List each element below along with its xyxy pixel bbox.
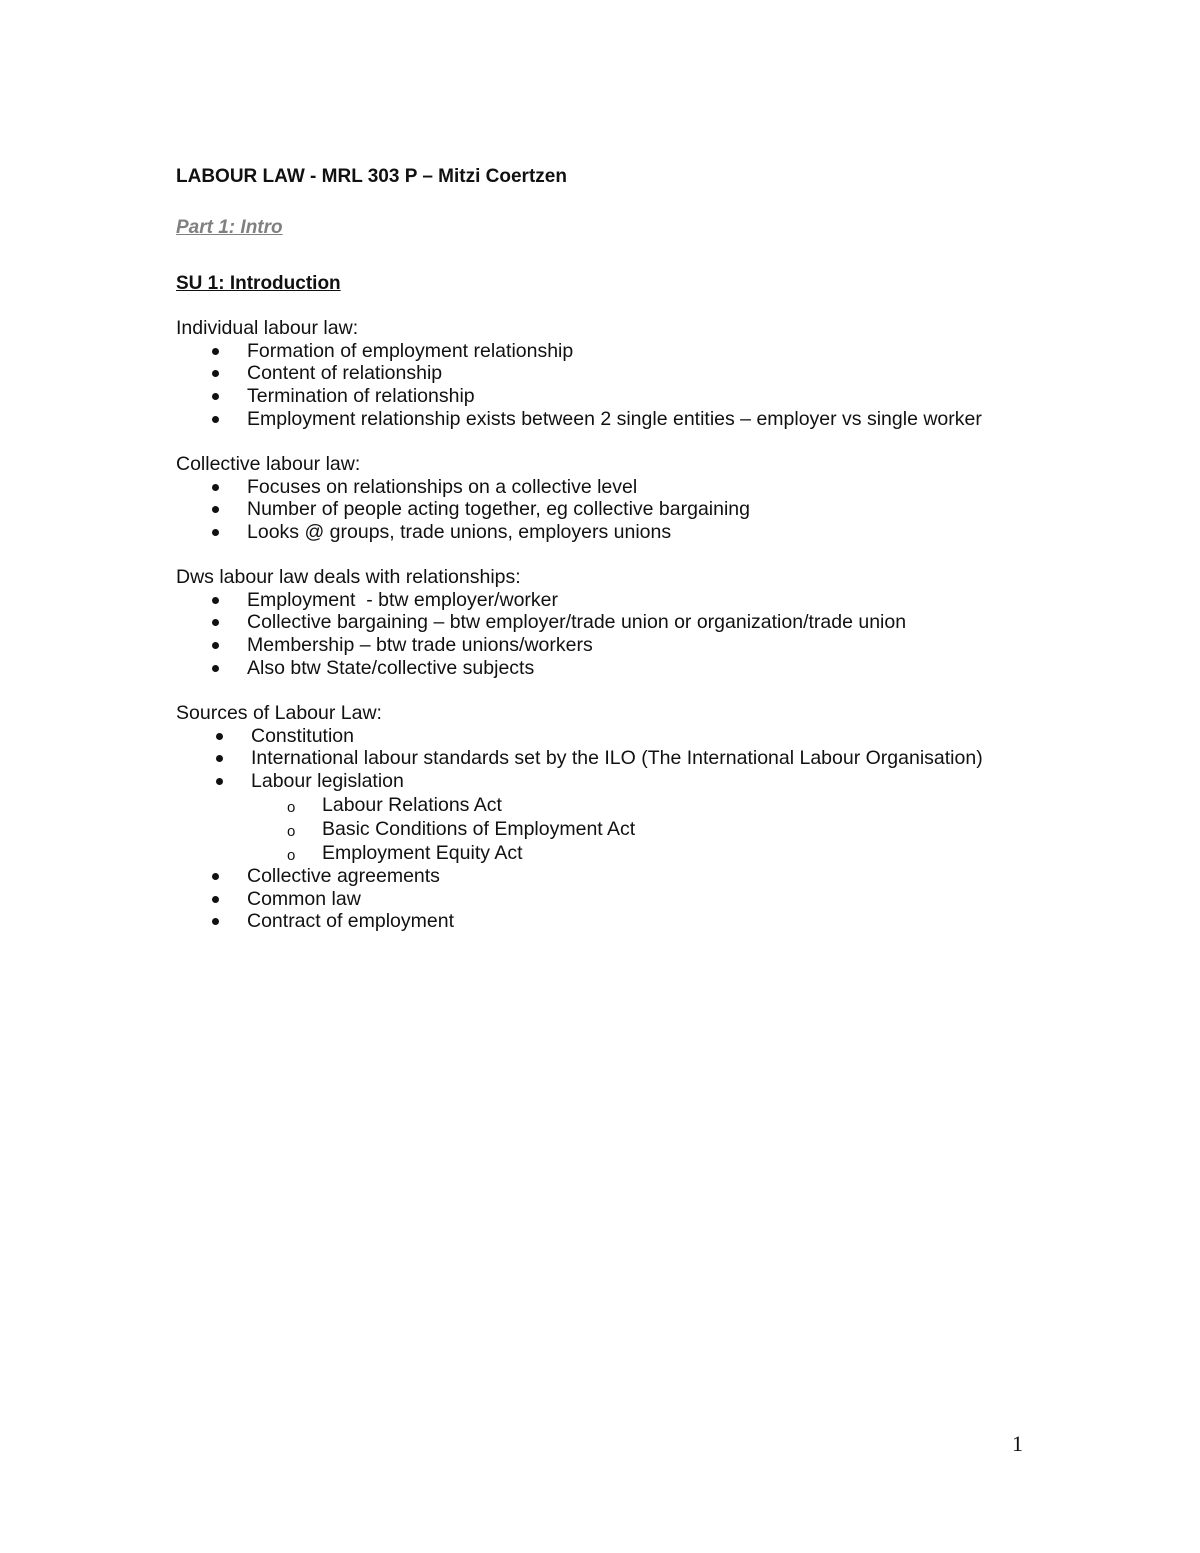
- document-title: LABOUR LAW - MRL 303 P – Mitzi Coertzen: [176, 166, 567, 187]
- list-item: Looks @ groups, trade unions, employers unions: [176, 521, 1076, 544]
- list-item: Termination of relationship: [176, 385, 1076, 408]
- list-item: Collective agreements: [176, 865, 1076, 888]
- bullet-icon: [212, 416, 219, 423]
- list-item: Collective bargaining – btw employer/trade union or organization/trade union: [176, 611, 1076, 634]
- bullet-icon: [212, 597, 219, 604]
- section-collective-labour-law: [176, 453, 1076, 544]
- list-item: Contract of employment: [176, 910, 1076, 933]
- list-item: Constitution: [176, 725, 1076, 748]
- bullet-icon: [212, 873, 219, 880]
- list-item: Number of people acting together, eg collective bargaining: [176, 498, 1076, 521]
- bullet-icon: [212, 619, 219, 626]
- circle-bullet-icon: o: [287, 846, 296, 864]
- section-label: Sources of Labour Law:: [176, 702, 382, 724]
- bullet-icon: [216, 755, 223, 762]
- bullet-icon: [212, 348, 219, 355]
- bullet-icon: [212, 484, 219, 491]
- section-label: Individual labour law:: [176, 317, 359, 339]
- bullet-icon: [212, 642, 219, 649]
- bullet-icon: [212, 393, 219, 400]
- page-number: 1: [1012, 1431, 1023, 1456]
- list-item: Labour legislation: [176, 770, 1076, 793]
- section-sources-of-labour-law: [176, 702, 1076, 933]
- list-item: Employment relationship exists between 2 single entities – employer vs single worker: [176, 408, 1076, 431]
- bullet-icon: [212, 529, 219, 536]
- section-label: Collective labour law:: [176, 453, 361, 475]
- study-unit-heading: SU 1: Introduction: [176, 273, 341, 294]
- sub-list-item: o Labour Relations Act: [287, 793, 502, 816]
- list-item: Employment - btw employer/worker: [176, 589, 1076, 612]
- circle-bullet-icon: o: [287, 798, 296, 816]
- list-item: Content of relationship: [176, 362, 1076, 385]
- bullet-list: [176, 340, 1076, 431]
- section-label: Dws labour law deals with relationships:: [176, 566, 521, 588]
- bullet-icon: [212, 370, 219, 377]
- section-relationships: [176, 566, 1076, 680]
- bullet-list: [176, 589, 1076, 680]
- sub-list-item: o Employment Equity Act: [287, 841, 523, 864]
- section-individual-labour-law: [176, 317, 1076, 431]
- list-item: Also btw State/collective subjects: [176, 657, 1076, 680]
- bullet-icon: [212, 896, 219, 903]
- part-heading: Part 1: Intro: [176, 217, 283, 238]
- sub-list-item: o Basic Conditions of Employment Act: [287, 817, 636, 840]
- bullet-icon: [212, 506, 219, 513]
- bullet-icon: [212, 918, 219, 925]
- sub-bullet-list: [176, 793, 1076, 865]
- circle-bullet-icon: o: [287, 822, 296, 840]
- list-item: Formation of employment relationship: [176, 340, 1076, 363]
- bullet-icon: [216, 778, 223, 785]
- bullet-icon: [216, 733, 223, 740]
- list-item: Common law: [176, 888, 1076, 911]
- bullet-list: [176, 476, 1076, 544]
- bullet-icon: [212, 665, 219, 672]
- bullet-list: [176, 865, 1076, 933]
- bullet-list: [176, 725, 1076, 793]
- list-item: Focuses on relationships on a collective level: [176, 476, 1076, 499]
- list-item: International labour standards set by the ILO (The International Labour Organisation): [176, 747, 1076, 770]
- list-item: Membership – btw trade unions/workers: [176, 634, 1076, 657]
